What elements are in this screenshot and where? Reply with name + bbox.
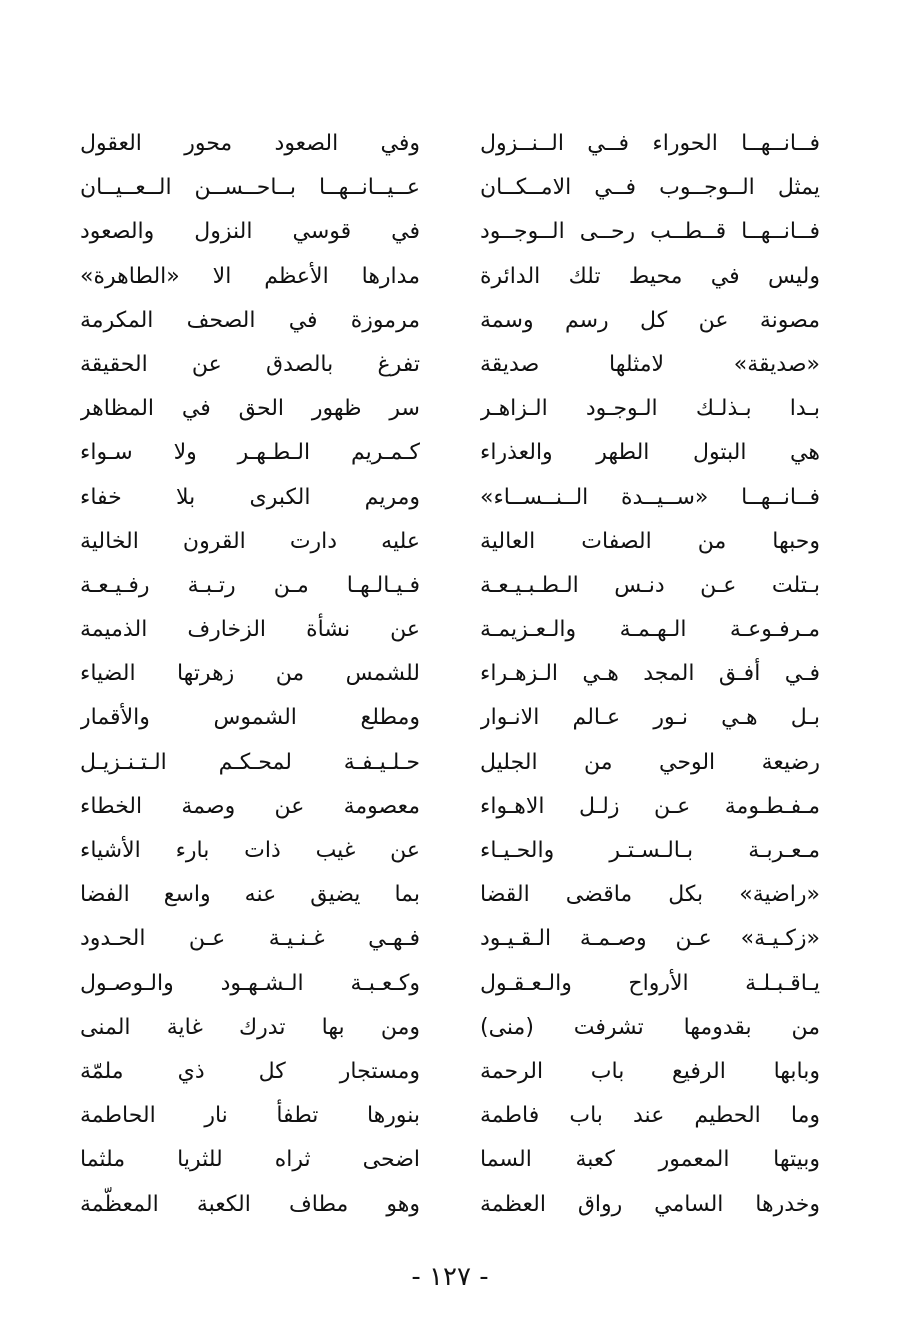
verse-line: سر ظهور الحق في المظاهر <box>80 396 420 422</box>
verse-line: وفي الصعود محور العقول <box>80 131 420 156</box>
poem-body <box>80 122 820 1217</box>
verse-line: وبيتها المعمور كعبة السما <box>480 1147 820 1173</box>
verse-line: «راضية» بكل ماقضى القضا <box>480 882 820 908</box>
verse-line: عن نشأة الزخارف الذميمة <box>80 617 420 643</box>
verse-line: يمثل الــوجــوب فــي الامــكــان <box>480 175 820 201</box>
verse-line: معصومة عن وصمة الخطاء <box>80 793 420 819</box>
verse-line: وما الحطيم عند باب فاطمة <box>480 1103 820 1129</box>
page-number: - ١٢٧ - <box>411 1262 489 1292</box>
verse-line: بـل هـي نـور عـالم الانـوار <box>480 705 820 731</box>
verse-line: عليه دارت القرون الخالية <box>80 528 420 554</box>
verse-line: وبابها الرفيع باب الرحمة <box>480 1058 820 1084</box>
left-hemistich-column <box>80 122 420 1227</box>
verse-line: ومريم الكبرى بلا خفاء <box>80 484 420 510</box>
verse-line: وكـعـبـة الـشـهـود والـوصـول <box>80 970 420 996</box>
verse-line: فـيـالـهـا مـن رتـبـة رفـيـعـة <box>80 572 420 598</box>
verse-line: من بقدومها تشرفت (منى) <box>480 1014 820 1040</box>
verse-line: ومطلع الشموس والأقمار <box>80 705 420 731</box>
verse-line: كـمـريم الـطـهـر ولا سـواء <box>80 440 420 466</box>
verse-line: مـعـربـة بـالـسـتـر والحـيـاء <box>480 838 820 863</box>
verse-line: «زكـيـة» عـن وصـمـة الـقـيـود <box>480 926 820 952</box>
verse-line: حـلـيـفـة لمحـكـم الـتـنـزيـل <box>80 749 420 775</box>
verse-line: بنورها تطفأ نار الحاطمة <box>80 1103 420 1129</box>
verse-line: مصونة عن كل رسم وسمة <box>480 307 820 333</box>
verse-line: للشمس من زهرتها الضياء <box>80 661 420 687</box>
verse-line: بما يضيق عنه واسع الفضا <box>80 882 420 908</box>
verse-line: وخدرها السامي رواق العظمة <box>480 1191 820 1217</box>
verse-line: ومستجار كل ذي ملمّة <box>80 1058 420 1084</box>
verse-line: في قوسي النزول والصعود <box>80 219 420 245</box>
verse-line: اضحى ثراه للثريا ملثما <box>80 1147 420 1173</box>
verse-line: بـدا بـذلـك الـوجـود الـزاهـر <box>480 396 820 422</box>
verse-line: مرموزة في الصحف المكرمة <box>80 307 420 333</box>
verse-line: فــانــهــا الحوراء فــي الــنــزول <box>480 131 820 156</box>
verse-line: هي البتول الطهر والعذراء <box>480 440 820 466</box>
verse-line: «صديقة» لامثلها صديقة <box>480 351 820 377</box>
verse-line: عــيــانــهــا بــاحــســن الــعــيــان <box>80 175 420 201</box>
verse-line: وهو مطاف الكعبة المعظّمة <box>80 1191 420 1217</box>
verse-line: فـهـي غـنـيـة عـن الحـدود <box>80 926 420 952</box>
verse-line: فــانــهــا قــطــب رحــى الــوجــود <box>480 219 820 245</box>
verse-line: عن غيب ذات بارء الأشياء <box>80 838 420 863</box>
verse-line: يـاقـبـلـة الأرواح والـعـقـول <box>480 970 820 996</box>
verse-line: رضيعة الوحي من الجليل <box>480 749 820 775</box>
verse-line: مـرفـوعـة الـهـمـة والـعـزيمـة <box>480 617 820 643</box>
verse-line: مدارها الأعظم الا «الطاهرة» <box>80 263 420 289</box>
right-hemistich-column <box>480 122 820 1227</box>
verse-line: وحبها من الصفات العالية <box>480 528 820 554</box>
verse-line: فـي أفـق المجد هـي الـزهـراء <box>480 661 820 687</box>
verse-line: مـفـطـومة عـن زلـل الاهـواء <box>480 793 820 819</box>
verse-line: وليس في محيط تلك الدائرة <box>480 263 820 289</box>
verse-line: ومن بها تدرك غاية المنى <box>80 1014 420 1040</box>
verse-line: فــانــهــا «ســيــدة الــنــســاء» <box>480 484 820 510</box>
verse-line: تفرغ بالصدق عن الحقيقة <box>80 351 420 377</box>
verse-line: بـتلت عـن دنـس الـطـبـيـعـة <box>480 572 820 598</box>
